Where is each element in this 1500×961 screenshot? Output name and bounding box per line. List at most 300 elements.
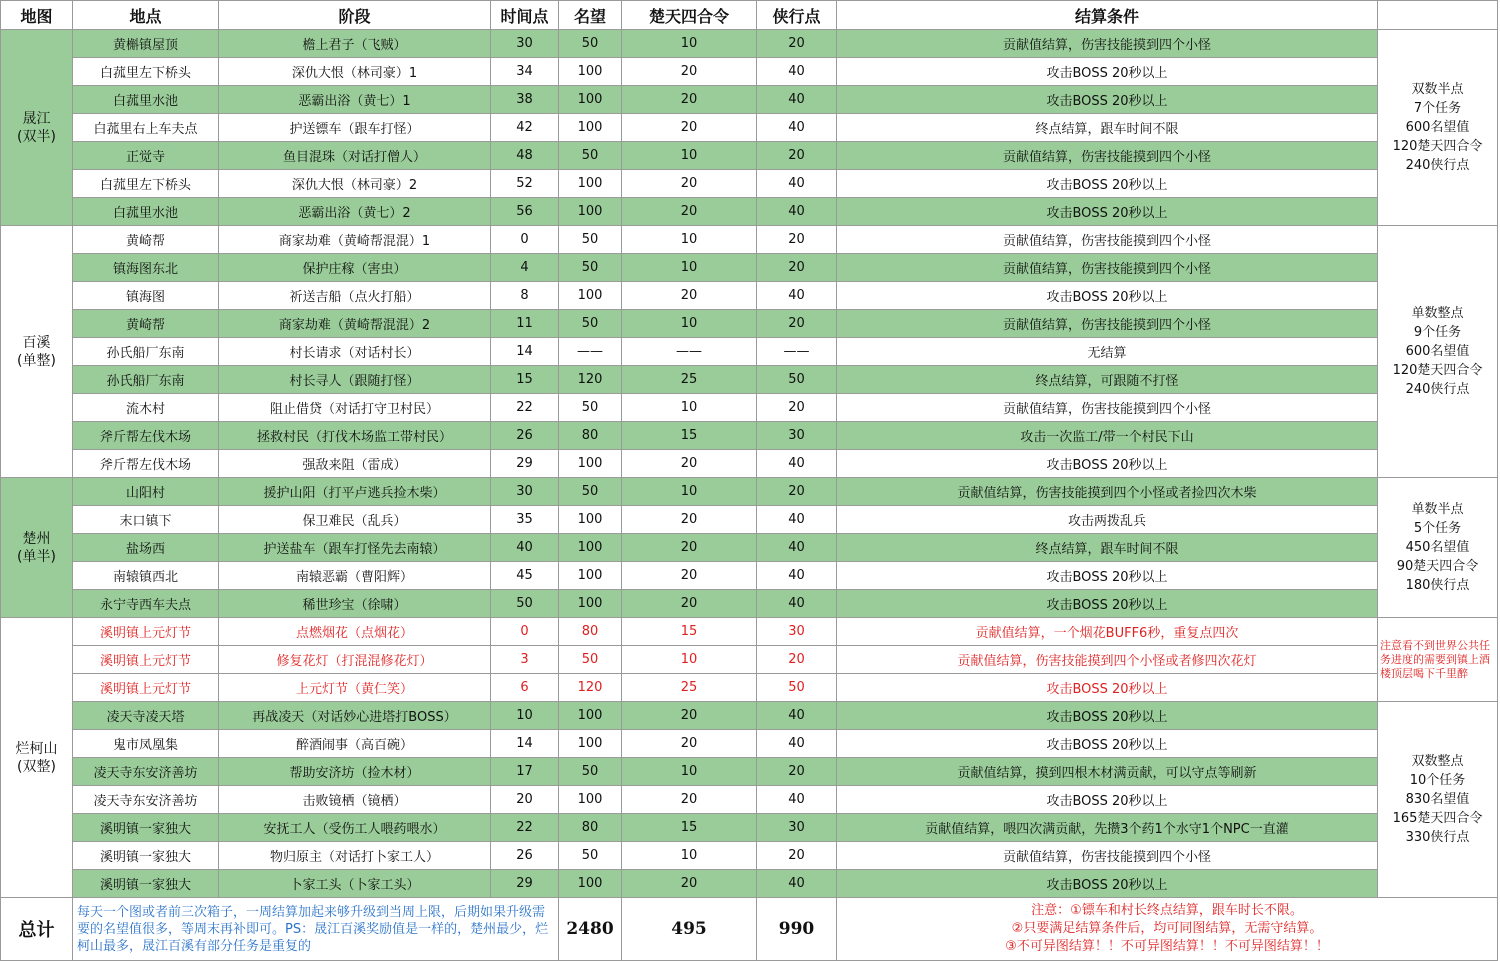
fame-cell: 80 xyxy=(559,422,622,450)
map-name-cell xyxy=(1,226,73,478)
time-cell: 34 xyxy=(491,58,559,86)
fame-cell: 80 xyxy=(559,814,622,842)
time-cell: 45 xyxy=(491,562,559,590)
stage-cell: 醉酒闹事（高百碗） xyxy=(219,730,491,758)
points-cell: 20 xyxy=(757,842,837,870)
points-cell: 40 xyxy=(757,58,837,86)
location-cell: 黄槲镇屋顶 xyxy=(73,30,219,58)
time-cell: 11 xyxy=(491,310,559,338)
table-row xyxy=(1,114,1498,142)
stage-cell: 阻止借贷（对话打守卫村民） xyxy=(219,394,491,422)
token-cell: 15 xyxy=(622,422,757,450)
condition-cell: 攻击两拨乱兵 xyxy=(837,506,1378,534)
stage-cell: 援护山阳（打平卢逃兵捡木柴） xyxy=(219,478,491,506)
token-cell: 20 xyxy=(622,450,757,478)
stage-cell: 卜家工头（卜家工头） xyxy=(219,870,491,898)
total-note-line: ②只要满足结算条件后，均可同图结算，无需守结算。 xyxy=(1011,921,1323,936)
condition-cell: 贡献值结算，伤害技能摸到四个小怪 xyxy=(837,394,1378,422)
time-cell: 10 xyxy=(491,702,559,730)
fame-cell: 100 xyxy=(559,590,622,618)
fame-cell: 50 xyxy=(559,226,622,254)
token-cell: 20 xyxy=(622,730,757,758)
token-cell: —— xyxy=(622,338,757,366)
location-cell: 凌天寺凌天塔 xyxy=(73,702,219,730)
table-row xyxy=(1,422,1498,450)
table-row xyxy=(1,590,1498,618)
points-cell: 20 xyxy=(757,646,837,674)
points-cell: 20 xyxy=(757,30,837,58)
stage-cell: 鱼目混珠（对话打僧人） xyxy=(219,142,491,170)
header-token: 楚天四合令 xyxy=(622,1,757,30)
fame-cell: 100 xyxy=(559,786,622,814)
condition-cell: 攻击BOSS 20秒以上 xyxy=(837,86,1378,114)
location-cell: 末口镇下 xyxy=(73,506,219,534)
total-points: 990 xyxy=(757,898,837,961)
condition-cell: 攻击BOSS 20秒以上 xyxy=(837,786,1378,814)
table-row xyxy=(1,814,1498,842)
time-cell: 40 xyxy=(491,534,559,562)
token-cell: 15 xyxy=(622,618,757,646)
condition-cell: 贡献值结算，伤害技能摸到四个小怪 xyxy=(837,842,1378,870)
summary-line: 600名望值 xyxy=(1405,120,1470,135)
token-cell: 20 xyxy=(622,702,757,730)
token-cell: 10 xyxy=(622,478,757,506)
token-cell: 10 xyxy=(622,646,757,674)
token-cell: 10 xyxy=(622,310,757,338)
fame-cell: 80 xyxy=(559,618,622,646)
table-row xyxy=(1,674,1498,702)
summary-line: 180侠行点 xyxy=(1405,578,1470,593)
fame-cell: 100 xyxy=(559,450,622,478)
stage-cell: 帮助安济坊（捡木材） xyxy=(219,758,491,786)
stage-cell: 深仇大恨（林司豪）2 xyxy=(219,170,491,198)
table-row xyxy=(1,170,1498,198)
token-cell: 20 xyxy=(622,198,757,226)
location-cell: 鬼市凤凰集 xyxy=(73,730,219,758)
table-body xyxy=(1,30,1498,961)
time-cell: 6 xyxy=(491,674,559,702)
table-row xyxy=(1,198,1498,226)
fame-cell: 100 xyxy=(559,282,622,310)
token-cell: 10 xyxy=(622,226,757,254)
token-cell: 20 xyxy=(622,786,757,814)
time-cell: 8 xyxy=(491,282,559,310)
condition-cell: 终点结算，跟车时间不限 xyxy=(837,114,1378,142)
stage-cell: 稀世珍宝（徐啸） xyxy=(219,590,491,618)
points-cell: 20 xyxy=(757,310,837,338)
time-cell: 52 xyxy=(491,170,559,198)
fame-cell: 100 xyxy=(559,730,622,758)
fame-cell: 50 xyxy=(559,394,622,422)
map-summary-cell xyxy=(1378,30,1498,226)
points-cell: 30 xyxy=(757,618,837,646)
points-cell: 40 xyxy=(757,86,837,114)
stage-cell: 安抚工人（受伤工人喂药喂水） xyxy=(219,814,491,842)
condition-cell: 攻击BOSS 20秒以上 xyxy=(837,198,1378,226)
condition-cell: 贡献值结算，伤害技能摸到四个小怪 xyxy=(837,226,1378,254)
points-cell: 40 xyxy=(757,870,837,898)
time-cell: 17 xyxy=(491,758,559,786)
summary-line: 90楚天四合令 xyxy=(1396,559,1479,574)
stage-cell: 村长寻人（跟随打怪） xyxy=(219,366,491,394)
token-cell: 20 xyxy=(622,506,757,534)
time-cell: 14 xyxy=(491,338,559,366)
fame-cell: 100 xyxy=(559,506,622,534)
time-cell: 3 xyxy=(491,646,559,674)
fame-cell: 120 xyxy=(559,366,622,394)
fame-cell: 100 xyxy=(559,114,622,142)
fame-cell: 100 xyxy=(559,534,622,562)
points-cell: 30 xyxy=(757,422,837,450)
time-cell: 0 xyxy=(491,618,559,646)
table-row xyxy=(1,702,1498,730)
table-row xyxy=(1,730,1498,758)
summary-line: 165楚天四合令 xyxy=(1392,811,1483,826)
token-cell: 10 xyxy=(622,394,757,422)
time-cell: 30 xyxy=(491,30,559,58)
summary-line: 双数半点 xyxy=(1411,82,1464,97)
summary-line: 5个任务 xyxy=(1413,521,1462,536)
token-cell: 20 xyxy=(622,870,757,898)
points-cell: 20 xyxy=(757,758,837,786)
world-task-note: 注意看不到世界公共任务进度的需要到镇上酒楼顶层喝下千里醉 xyxy=(1378,618,1498,702)
fame-cell: 50 xyxy=(559,646,622,674)
stage-cell: 再战凌天（对话妙心进塔打BOSS） xyxy=(219,702,491,730)
summary-line: 830名望值 xyxy=(1405,792,1470,807)
table-row xyxy=(1,870,1498,898)
location-cell: 凌天寺东安济善坊 xyxy=(73,786,219,814)
location-cell: 白菰里右上车夫点 xyxy=(73,114,219,142)
token-cell: 20 xyxy=(622,58,757,86)
points-cell: 40 xyxy=(757,534,837,562)
table-row xyxy=(1,226,1498,254)
time-cell: 35 xyxy=(491,506,559,534)
map-summary-cell xyxy=(1378,478,1498,618)
points-cell: 40 xyxy=(757,114,837,142)
summary-line: 7个任务 xyxy=(1413,101,1462,116)
location-cell: 南辕镇西北 xyxy=(73,562,219,590)
points-cell: 40 xyxy=(757,170,837,198)
location-cell: 孙氏船厂东南 xyxy=(73,338,219,366)
fame-cell: 100 xyxy=(559,702,622,730)
condition-cell: 攻击BOSS 20秒以上 xyxy=(837,870,1378,898)
time-cell: 56 xyxy=(491,198,559,226)
table-row xyxy=(1,58,1498,86)
stage-cell: 修复花灯（打混混修花灯） xyxy=(219,646,491,674)
map-name-line: (单整) xyxy=(17,352,56,369)
fame-cell: 50 xyxy=(559,478,622,506)
table-row xyxy=(1,786,1498,814)
stage-cell: 南辕恶霸（曹阳辉） xyxy=(219,562,491,590)
points-cell: 40 xyxy=(757,562,837,590)
stage-cell: 恶霸出浴（黄七）1 xyxy=(219,86,491,114)
total-note-line: 注意：①镖车和村长终点结算，跟车时长不限。 xyxy=(1031,903,1303,918)
points-cell: 30 xyxy=(757,814,837,842)
map-name-line: 楚州 xyxy=(22,530,51,547)
time-cell: 4 xyxy=(491,254,559,282)
total-notes xyxy=(837,898,1498,961)
total-note-line: ③不可异图结算！！不可异图结算！！不可异图结算！！ xyxy=(1005,939,1329,954)
stage-cell: 拯救村民（打伐木场监工带村民） xyxy=(219,422,491,450)
points-cell: —— xyxy=(757,338,837,366)
location-cell: 镇海图 xyxy=(73,282,219,310)
table-row xyxy=(1,506,1498,534)
points-cell: 50 xyxy=(757,366,837,394)
location-cell: 流木村 xyxy=(73,394,219,422)
header-fame: 名望 xyxy=(559,1,622,30)
fame-cell: 100 xyxy=(559,170,622,198)
points-cell: 20 xyxy=(757,226,837,254)
points-cell: 20 xyxy=(757,254,837,282)
table-row xyxy=(1,394,1498,422)
summary-line: 9个任务 xyxy=(1413,325,1462,340)
header-location: 地点 xyxy=(73,1,219,30)
fame-cell: 100 xyxy=(559,562,622,590)
summary-line: 450名望值 xyxy=(1405,540,1470,555)
location-cell: 溪明镇一家独大 xyxy=(73,814,219,842)
time-cell: 48 xyxy=(491,142,559,170)
table-row xyxy=(1,254,1498,282)
condition-cell: 贡献值结算，摸到四根木材满贡献，可以守点等刷新 xyxy=(837,758,1378,786)
table-row xyxy=(1,450,1498,478)
time-cell: 22 xyxy=(491,394,559,422)
location-cell: 斧斤帮左伐木场 xyxy=(73,450,219,478)
location-cell: 溪明镇上元灯节 xyxy=(73,646,219,674)
table-row xyxy=(1,30,1498,58)
header-stage: 阶段 xyxy=(219,1,491,30)
fame-cell: 50 xyxy=(559,842,622,870)
condition-cell: 攻击BOSS 20秒以上 xyxy=(837,674,1378,702)
table-row xyxy=(1,562,1498,590)
token-cell: 20 xyxy=(622,86,757,114)
token-cell: 20 xyxy=(622,562,757,590)
location-cell: 凌天寺东安济善坊 xyxy=(73,758,219,786)
stage-cell: 物归原主（对话打卜家工人） xyxy=(219,842,491,870)
table-row xyxy=(1,310,1498,338)
stage-cell: 檐上君子（飞贼） xyxy=(219,30,491,58)
stage-cell: 村长请求（对话村长） xyxy=(219,338,491,366)
summary-line: 单数半点 xyxy=(1411,502,1464,517)
map-name-line: (双半) xyxy=(17,128,56,145)
condition-cell: 攻击BOSS 20秒以上 xyxy=(837,702,1378,730)
location-cell: 白菰里左下桥头 xyxy=(73,58,219,86)
condition-cell: 无结算 xyxy=(837,338,1378,366)
token-cell: 20 xyxy=(622,170,757,198)
token-cell: 20 xyxy=(622,590,757,618)
table-row xyxy=(1,366,1498,394)
time-cell: 42 xyxy=(491,114,559,142)
condition-cell: 贡献值结算，伤害技能摸到四个小怪或者修四次花灯 xyxy=(837,646,1378,674)
table-row xyxy=(1,758,1498,786)
fame-cell: 50 xyxy=(559,142,622,170)
token-cell: 20 xyxy=(622,282,757,310)
table-row xyxy=(1,534,1498,562)
time-cell: 15 xyxy=(491,366,559,394)
location-cell: 山阳村 xyxy=(73,478,219,506)
time-cell: 30 xyxy=(491,478,559,506)
time-cell: 22 xyxy=(491,814,559,842)
map-name-line: (单半) xyxy=(17,548,56,565)
location-cell: 斧斤帮左伐木场 xyxy=(73,422,219,450)
total-ps-note: 每天一个图或者前三次箱子，一周结算加起来够升级到当周上限，后期如果升级需要的名望值很多，等周末再补即可。PS：晟江百溪奖励值是一样的，楚州最少，烂柯山最多，晟江百溪有部分任务是重复的 xyxy=(73,898,559,961)
time-cell: 26 xyxy=(491,422,559,450)
fame-cell: 100 xyxy=(559,198,622,226)
stage-cell: 击败镜栖（镜栖） xyxy=(219,786,491,814)
fame-cell: 50 xyxy=(559,758,622,786)
condition-cell: 贡献值结算，伤害技能摸到四个小怪或者捡四次木柴 xyxy=(837,478,1378,506)
total-label: 总计 xyxy=(1,898,73,961)
table-row xyxy=(1,478,1498,506)
total-fame: 2480 xyxy=(559,898,622,961)
points-cell: 20 xyxy=(757,142,837,170)
condition-cell: 贡献值结算，一个烟花BUFF6秒，重复点四次 xyxy=(837,618,1378,646)
location-cell: 盐场西 xyxy=(73,534,219,562)
map-summary-cell xyxy=(1378,702,1498,898)
map-name-line: 百溪 xyxy=(22,334,51,351)
fame-cell: 100 xyxy=(559,86,622,114)
table-row xyxy=(1,646,1498,674)
table-row xyxy=(1,142,1498,170)
location-cell: 溪明镇上元灯节 xyxy=(73,618,219,646)
token-cell: 20 xyxy=(622,114,757,142)
total-token: 495 xyxy=(622,898,757,961)
token-cell: 10 xyxy=(622,142,757,170)
fame-cell: —— xyxy=(559,338,622,366)
table-row xyxy=(1,86,1498,114)
time-cell: 14 xyxy=(491,730,559,758)
location-cell: 孙氏船厂东南 xyxy=(73,366,219,394)
condition-cell: 攻击BOSS 20秒以上 xyxy=(837,730,1378,758)
location-cell: 溪明镇上元灯节 xyxy=(73,674,219,702)
time-cell: 26 xyxy=(491,842,559,870)
condition-cell: 攻击BOSS 20秒以上 xyxy=(837,282,1378,310)
summary-line: 330侠行点 xyxy=(1405,830,1470,845)
header-condition: 结算条件 xyxy=(837,1,1378,30)
points-cell: 40 xyxy=(757,450,837,478)
stage-cell: 护送镖车（跟车打怪） xyxy=(219,114,491,142)
points-cell: 40 xyxy=(757,786,837,814)
condition-cell: 攻击BOSS 20秒以上 xyxy=(837,170,1378,198)
points-cell: 40 xyxy=(757,702,837,730)
location-cell: 镇海图东北 xyxy=(73,254,219,282)
token-cell: 10 xyxy=(622,30,757,58)
points-cell: 40 xyxy=(757,198,837,226)
table-row xyxy=(1,282,1498,310)
condition-cell: 攻击BOSS 20秒以上 xyxy=(837,58,1378,86)
time-cell: 50 xyxy=(491,590,559,618)
token-cell: 10 xyxy=(622,254,757,282)
table-row xyxy=(1,842,1498,870)
location-cell: 白菰里水池 xyxy=(73,198,219,226)
fame-cell: 50 xyxy=(559,30,622,58)
table-row xyxy=(1,618,1498,646)
fame-cell: 100 xyxy=(559,870,622,898)
stage-cell: 保护庄稼（害虫） xyxy=(219,254,491,282)
points-cell: 20 xyxy=(757,394,837,422)
points-cell: 40 xyxy=(757,506,837,534)
points-cell: 40 xyxy=(757,590,837,618)
location-cell: 溪明镇一家独大 xyxy=(73,870,219,898)
stage-cell: 保卫难民（乱兵） xyxy=(219,506,491,534)
location-cell: 白菰里水池 xyxy=(73,86,219,114)
time-cell: 29 xyxy=(491,870,559,898)
location-cell: 正觉寺 xyxy=(73,142,219,170)
summary-line: 240侠行点 xyxy=(1405,158,1470,173)
map-name-line: 烂柯山 xyxy=(15,740,58,757)
header-map: 地图 xyxy=(1,1,73,30)
token-cell: 25 xyxy=(622,674,757,702)
map-summary-cell xyxy=(1378,226,1498,478)
stage-cell: 商家劫难（黄崎帮混混）1 xyxy=(219,226,491,254)
stage-cell: 护送盐车（跟车打怪先去南辕） xyxy=(219,534,491,562)
condition-cell: 贡献值结算，伤害技能摸到四个小怪 xyxy=(837,142,1378,170)
location-cell: 黄崎帮 xyxy=(73,226,219,254)
condition-cell: 贡献值结算，伤害技能摸到四个小怪 xyxy=(837,310,1378,338)
location-cell: 白菰里左下桥头 xyxy=(73,170,219,198)
header-time: 时间点 xyxy=(491,1,559,30)
stage-cell: 祈送吉船（点火打船） xyxy=(219,282,491,310)
header-row xyxy=(1,1,1498,30)
time-cell: 38 xyxy=(491,86,559,114)
stage-cell: 强敌来阻（雷成） xyxy=(219,450,491,478)
map-name-cell xyxy=(1,618,73,898)
token-cell: 25 xyxy=(622,366,757,394)
summary-line: 双数整点 xyxy=(1411,754,1464,769)
summary-line: 120楚天四合令 xyxy=(1392,363,1483,378)
header-points: 侠行点 xyxy=(757,1,837,30)
stage-cell: 商家劫难（黄崎帮混混）2 xyxy=(219,310,491,338)
location-cell: 黄崎帮 xyxy=(73,310,219,338)
token-cell: 10 xyxy=(622,758,757,786)
points-cell: 40 xyxy=(757,282,837,310)
points-cell: 20 xyxy=(757,478,837,506)
time-cell: 29 xyxy=(491,450,559,478)
fame-cell: 50 xyxy=(559,254,622,282)
fame-cell: 50 xyxy=(559,310,622,338)
points-cell: 40 xyxy=(757,730,837,758)
table-row xyxy=(1,338,1498,366)
condition-cell: 终点结算，可跟随不打怪 xyxy=(837,366,1378,394)
condition-cell: 攻击BOSS 20秒以上 xyxy=(837,562,1378,590)
location-cell: 溪明镇一家独大 xyxy=(73,842,219,870)
summary-line: 240侠行点 xyxy=(1405,382,1470,397)
stage-cell: 深仇大恨（林司豪）1 xyxy=(219,58,491,86)
token-cell: 15 xyxy=(622,814,757,842)
stage-cell: 恶霸出浴（黄七）2 xyxy=(219,198,491,226)
condition-cell: 贡献值结算，伤害技能摸到四个小怪 xyxy=(837,254,1378,282)
summary-line: 10个任务 xyxy=(1409,773,1466,788)
condition-cell: 贡献值结算，伤害技能摸到四个小怪 xyxy=(837,30,1378,58)
stage-cell: 上元灯节（黄仁笑） xyxy=(219,674,491,702)
time-cell: 0 xyxy=(491,226,559,254)
map-name-cell xyxy=(1,478,73,618)
location-cell: 永宁寺西车夫点 xyxy=(73,590,219,618)
summary-line: 120楚天四合令 xyxy=(1392,139,1483,154)
map-name-line: (双整) xyxy=(17,758,56,775)
total-row xyxy=(1,898,1498,961)
map-name-cell xyxy=(1,30,73,226)
map-name-line: 晟江 xyxy=(22,110,51,127)
fame-cell: 120 xyxy=(559,674,622,702)
token-cell: 10 xyxy=(622,842,757,870)
fame-cell: 100 xyxy=(559,58,622,86)
points-cell: 50 xyxy=(757,674,837,702)
condition-cell: 贡献值结算，喂四次满贡献，先攒3个药1个水守1个NPC一直灌 xyxy=(837,814,1378,842)
summary-line: 单数整点 xyxy=(1411,306,1464,321)
summary-line: 600名望值 xyxy=(1405,344,1470,359)
header-summary xyxy=(1378,1,1498,30)
time-cell: 20 xyxy=(491,786,559,814)
